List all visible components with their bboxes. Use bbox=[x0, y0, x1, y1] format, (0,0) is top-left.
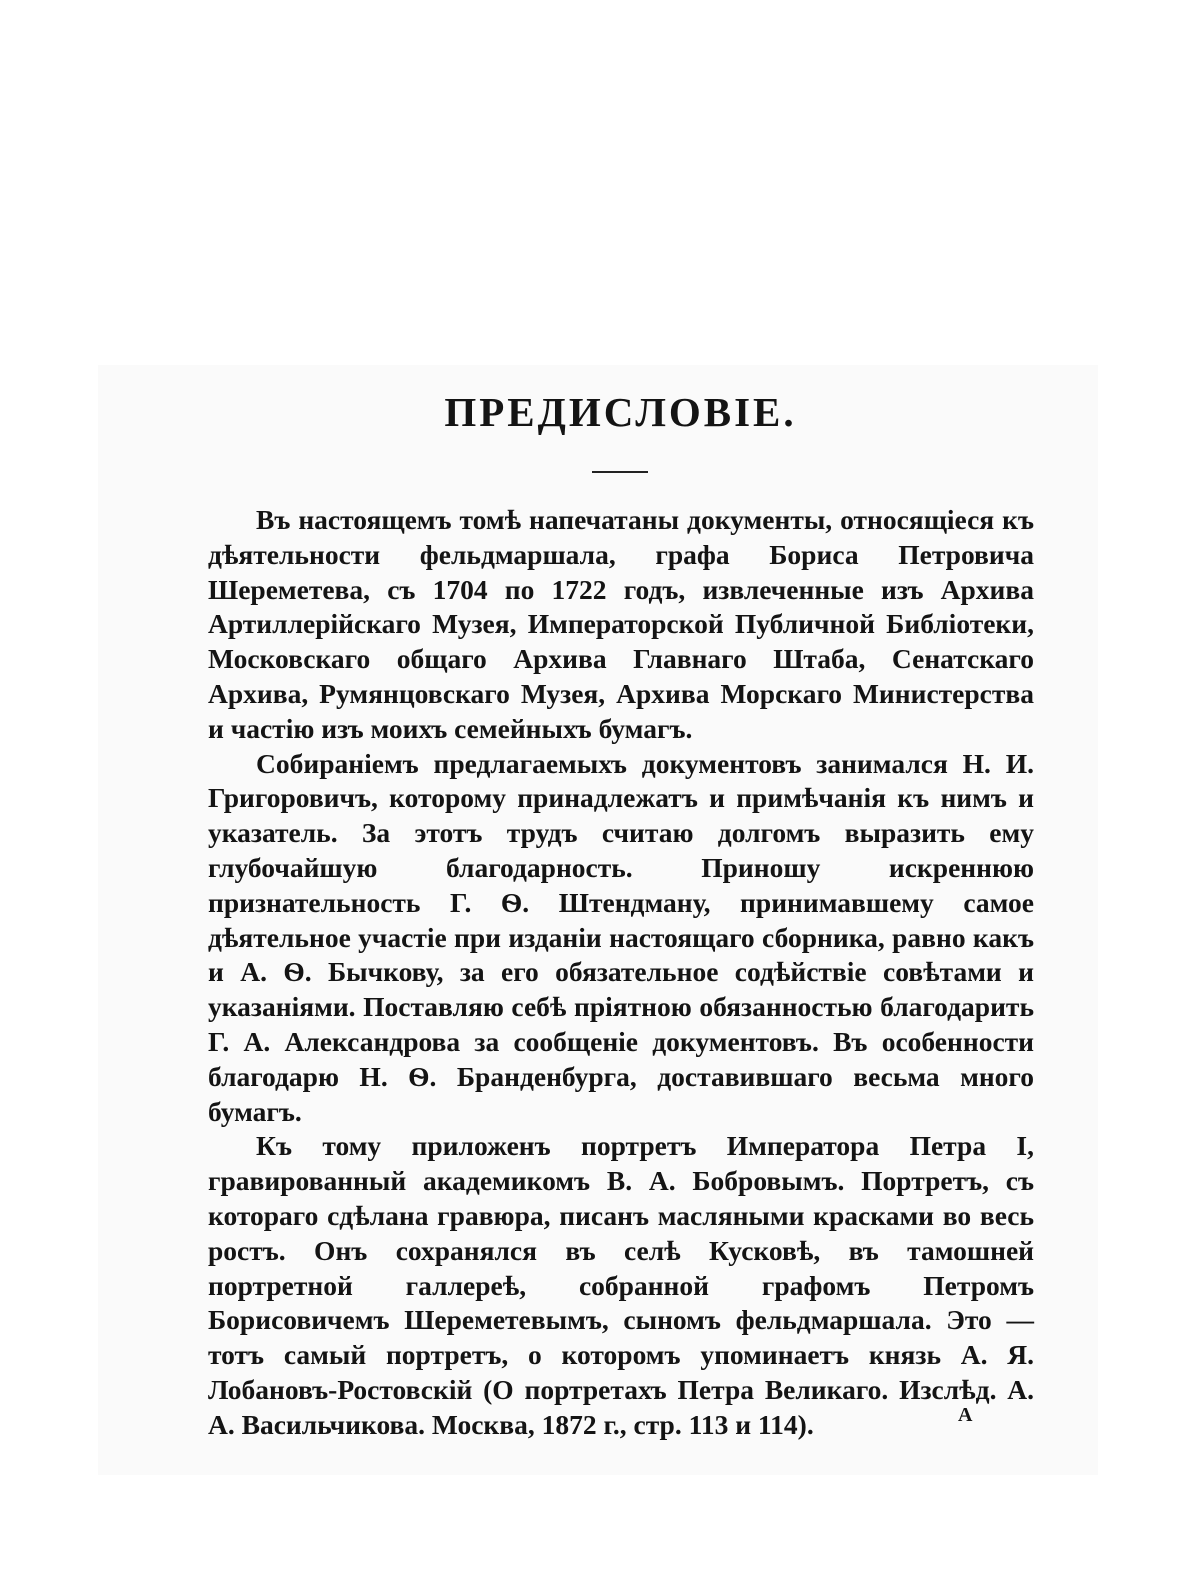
paragraph-1: Въ настоящемъ томѣ напечатаны документы, относящіеся къ дѣятельности фельдмаршала, графа Бориса Петровича Шереметева, съ 1704 по 1722 годъ, извлеченные изъ Архива Артиллерійскаго Музея, Императорской Публичной Библіотеки, Московскаго общаго Архива Главнаго Штаба, Сенатскаго Архива, Румянцовскаго Музея, Архива Морскаго Министерства и частію изъ моихъ семейныхъ бумагъ. bbox=[208, 504, 1034, 744]
signature-mark: А bbox=[958, 1404, 973, 1426]
title-divider bbox=[592, 471, 648, 473]
preface-body bbox=[208, 503, 1034, 1443]
paragraph-3: Къ тому приложенъ портретъ Императора Петра I, гравированный академикомъ В. А. Бобровымъ. Портретъ, съ котораго сдѣлана гравюра, писанъ масляными красками во весь ростъ. Онъ сохранялся въ селѣ Кусковѣ, въ тамошней портретной галлереѣ, собранной графомъ Петромъ Борисовичемъ Шереметевымъ, сыномъ фельдмаршала. Это — тотъ самый портретъ, о которомъ упоминаетъ князь А. Я. Лобановъ-Ростовскій (О портретахъ Петра Великаго. Изслѣд. А. А. Васильчикова. Москва, 1872 г., стр. 113 и 114). bbox=[208, 1130, 1034, 1440]
paragraph-2: Собираніемъ предлагаемыхъ документовъ занимался Н. И. Григоровичъ, которому принадлежатъ и примѣчанія къ нимъ и указатель. За этотъ трудъ считаю долгомъ выразить ему глубочайшую благодарность. Приношу искреннюю признательность Г. Ѳ. Штендману, принимавшему самое дѣятельное участіе при изданіи настоящаго сборника, равно какъ и А. Ѳ. Бычкову, за его обязательное содѣйствіе совѣтами и указаніями. Поставляю себѣ пріятною обязанностью благодарить Г. А. Александрова за сообщеніе документовъ. Въ особенности благодарю Н. Ѳ. Бранденбурга, доставившаго весьма много бумагъ. bbox=[208, 747, 1034, 1127]
page-title: ПРЕДИСЛОВІЕ. bbox=[444, 389, 797, 435]
